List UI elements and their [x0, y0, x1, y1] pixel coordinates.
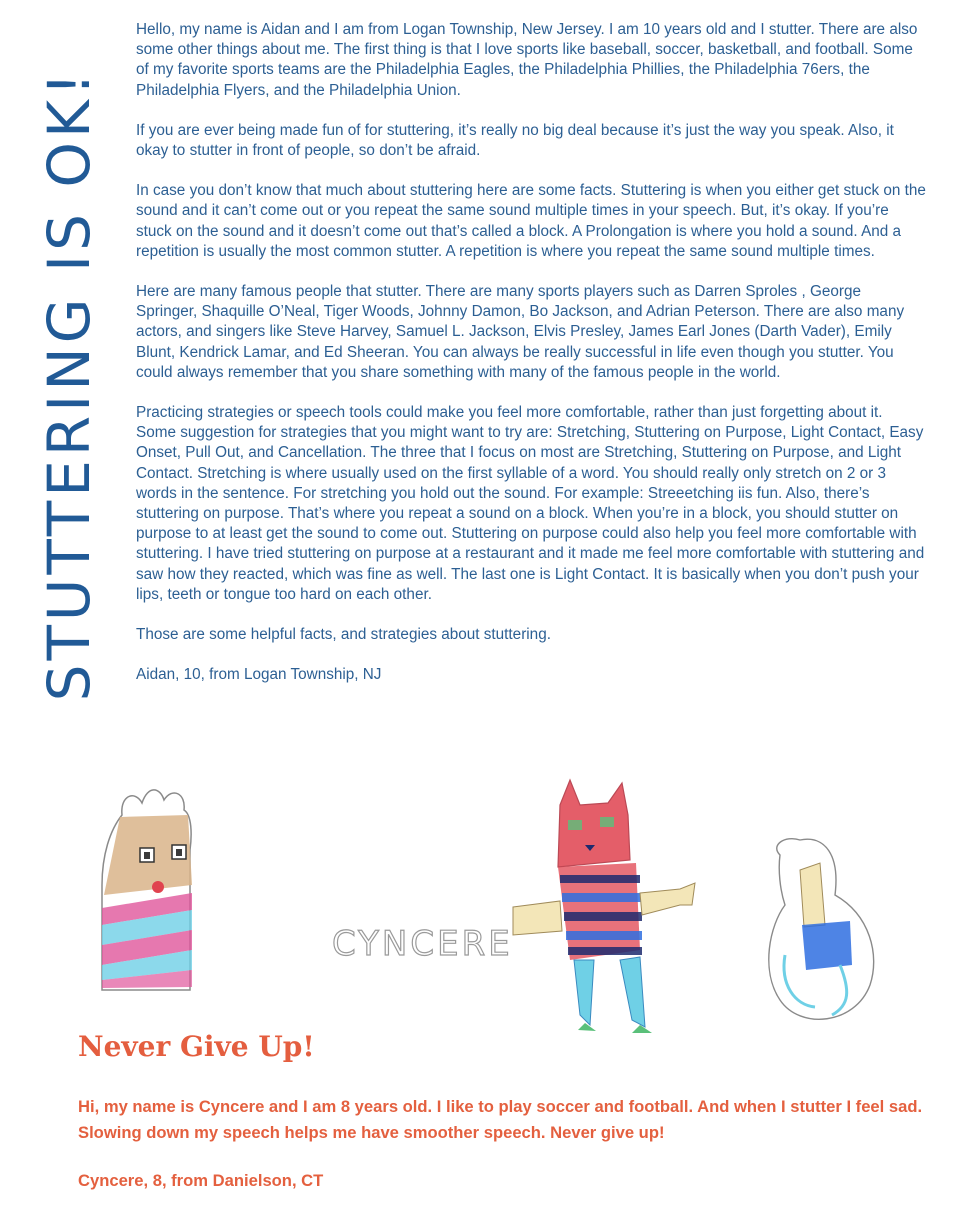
story-text: Hi, my name is Cyncere and I am 8 years old. I like to play soccer and football. And when I stutter I feel sad. Slowing down my speech helps me have smoother speech. Never give up! [78, 1097, 923, 1142]
drawing-canvas [80, 775, 910, 1040]
letter-paragraph: Here are many famous people that stutter. There are many sports players such as Darren Sproles , George Springer, Shaquille O’Neal, Tiger Woods, Johnny Damon, Bo Jackson, and Adrian Peterson. There are also many actors, and singers like Steve Harvey, Samuel L. Jackson, Elvis Presley, James Earl Jones (Darth Vader), Emily Blunt, Kendrick Lamar, and Ed Sheeran. You can always be really successful in life even though you stutter. You could always remember that you share something with many of the famous people in the world. [136, 283, 905, 381]
letter-body [136, 20, 926, 705]
letter-signature: Aidan, 10, from Logan Township, NJ [136, 666, 382, 684]
page-title: STUTTERING IS OK! [35, 68, 103, 702]
drawing-figure-person [102, 790, 192, 990]
story-body [78, 1094, 958, 1216]
drawing-figure-cat [513, 780, 695, 1033]
letter-paragraph: Hello, my name is Aidan and I am from Logan Township, New Jersey. I am 10 years old and I stutter. There are also some other things about me. The first thing is that I love sports like baseball, soccer, basketball, and football. Some of my favorite sports teams are the Philadelphia Eagles, the Philadelphia Phillies, the Philadelphia 76ers, the Philadelphia Flyers, and the Philadelphia Union. [136, 21, 918, 99]
letter-paragraph: In case you don’t know that much about stuttering here are some facts. Stuttering is when you either get stuck on the sound and it can’t come out or you repeat the same sound multiple times in your speech. But, it’s okay. If you’re stuck on the sound and it doesn’t come out that’s called a block. A Prolongation is where you hold a sound. And a repetition is usually the most common stutter. A repetition is where you repeat the same sound multiple times. [136, 182, 926, 260]
story-headline: Never Give Up! [78, 1030, 315, 1063]
story-signature: Cyncere, 8, from Danielson, CT [78, 1171, 324, 1190]
letter-paragraph: If you are ever being made fun of for stuttering, it’s really no big deal because it’s just the way you speak. Also, it okay to stutter in front of people, so don’t be afraid. [136, 121, 894, 160]
drawing-figure-kid [769, 839, 874, 1020]
vertical-title [36, 20, 102, 750]
handwritten-name: CYNCERE [332, 924, 513, 964]
letter-paragraph: Practicing strategies or speech tools could make you feel more comfortable, rather than just forgetting about it. Some suggestion for strategies that you might want to try are: Stretching, Stuttering on Purpose, Light Contact, Easy Onset, Pull Out, and Cancellation. The three that I focus on most are Stretching, Stuttering on Purpose, and Light Contact. Stretching is where usually used on the first syllable of a word. You should really only stretch on 2 or 3 words in the sentence. For stretching you hold out the sound. For example: Streeetching iis fun. Also, there’s stuttering on purpose. That’s where you repeat a sound on a block. When you’re in a block, you should stutter on purpose to at least get the sound to come out. Stuttering on purpose could also help you feel more comfortable with stuttering. I have tried stuttering on purpose at a restaurant and it made me feel more comfortable with stuttering and saw how they reacted, which was fine as well. The last one is Light Contact. It is basically when you don’t push your lips, teeth or tongue too hard on each other. [136, 404, 925, 603]
child-drawing [80, 775, 910, 1040]
letter-paragraph: Those are some helpful facts, and strategies about stuttering. [136, 626, 551, 644]
